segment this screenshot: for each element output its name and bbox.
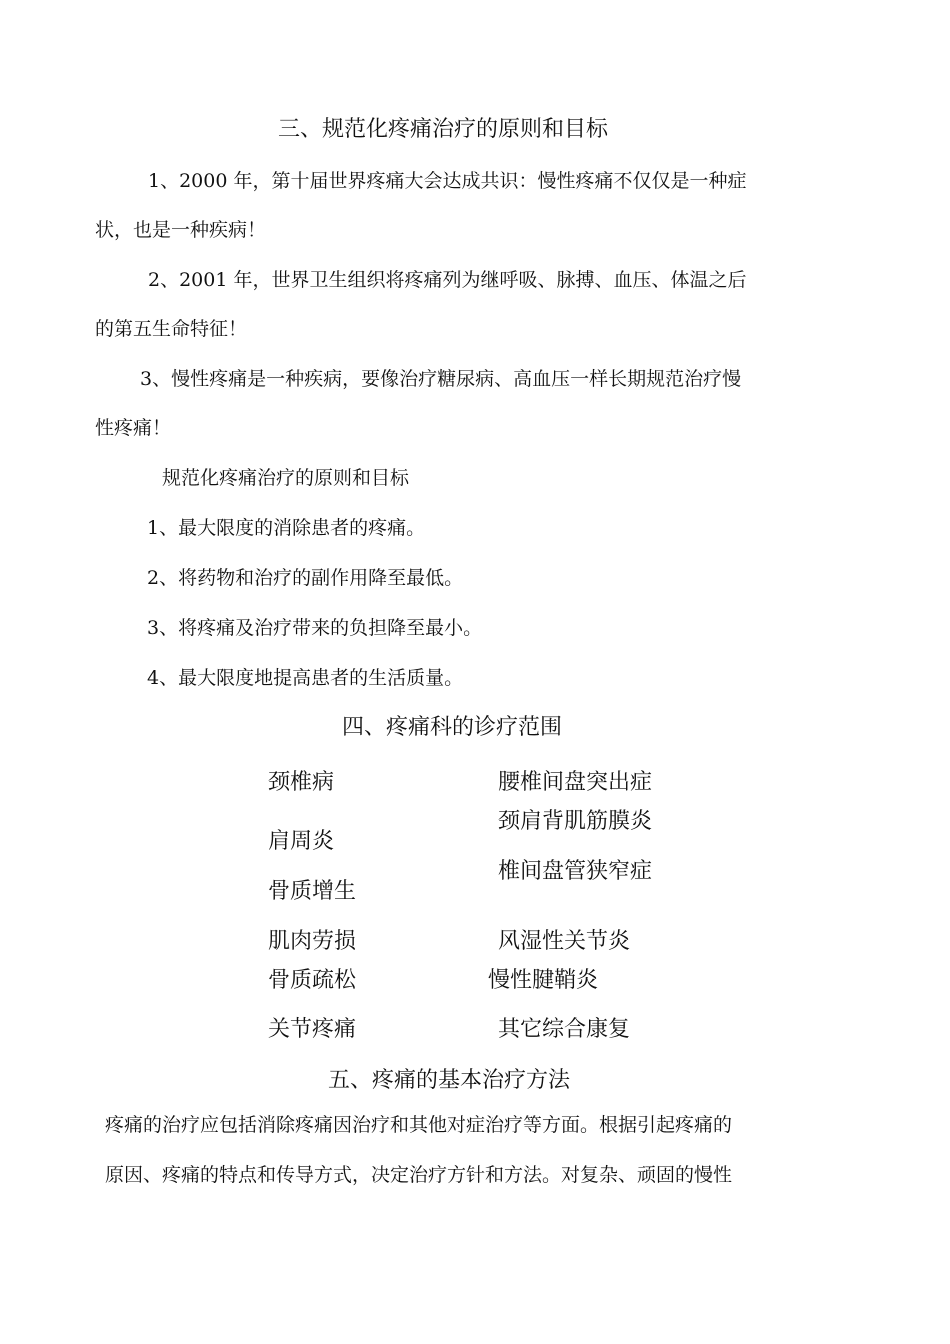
goal-item-2: 2、将药物和治疗的副作用降至最低。 xyxy=(147,567,464,589)
section4-heading: 四、疼痛科的诊疗范围 xyxy=(342,715,563,740)
scope-left-6: 关节疼痛 xyxy=(268,1017,357,1042)
section3-subheading: 规范化疼痛治疗的原则和目标 xyxy=(162,467,410,489)
scope-right-5: 慢性腱鞘炎 xyxy=(488,968,599,993)
section3-item-3-line-2: 性疼痛！ xyxy=(95,417,172,439)
scope-right-2: 颈肩背肌筋膜炎 xyxy=(498,809,653,834)
scope-left-3: 骨质增生 xyxy=(268,879,357,904)
section3-item-1-line-2: 状，也是一种疾病！ xyxy=(95,219,267,241)
scope-left-4: 肌肉劳损 xyxy=(268,929,357,954)
goal-item-1: 1、最大限度的消除患者的疼痛。 xyxy=(147,517,426,539)
section3-heading: 三、规范化疼痛治疗的原则和目标 xyxy=(278,117,609,142)
section5-paragraph-line-1: 疼痛的治疗应包括消除疼痛因治疗和其他对症治疗等方面。根据引起疼痛的 xyxy=(105,1114,733,1136)
scope-right-6: 其它综合康复 xyxy=(498,1017,631,1042)
scope-left-1: 颈椎病 xyxy=(268,770,335,795)
scope-right-3: 椎间盘管狭窄症 xyxy=(498,859,653,884)
scope-left-2: 肩周炎 xyxy=(268,829,335,854)
section3-item-2-line-1: 2、2001 年，世界卫生组织将疼痛列为继呼吸、脉搏、血压、体温之后 xyxy=(148,269,747,291)
scope-left-5: 骨质疏松 xyxy=(268,968,357,993)
section5-paragraph-line-2: 原因、疼痛的特点和传导方式，决定治疗方针和方法。对复杂、顽固的慢性 xyxy=(105,1164,733,1186)
goal-item-3: 3、将疼痛及治疗带来的负担降至最小。 xyxy=(147,617,483,639)
goal-item-4: 4、最大限度地提高患者的生活质量。 xyxy=(147,667,464,689)
section3-item-1-line-1: 1、2000 年，第十届世界疼痛大会达成共识：慢性疼痛不仅仅是一种症 xyxy=(148,170,747,192)
scope-right-1: 腰椎间盘突出症 xyxy=(498,770,653,795)
scope-right-4: 风湿性关节炎 xyxy=(498,929,631,954)
section3-item-2-line-2: 的第五生命特征！ xyxy=(95,318,248,340)
section3-item-3-line-1: 3、慢性疼痛是一种疾病，要像治疗糖尿病、高血压一样长期规范治疗慢 xyxy=(140,368,742,390)
section5-heading: 五、疼痛的基本治疗方法 xyxy=(328,1068,571,1093)
